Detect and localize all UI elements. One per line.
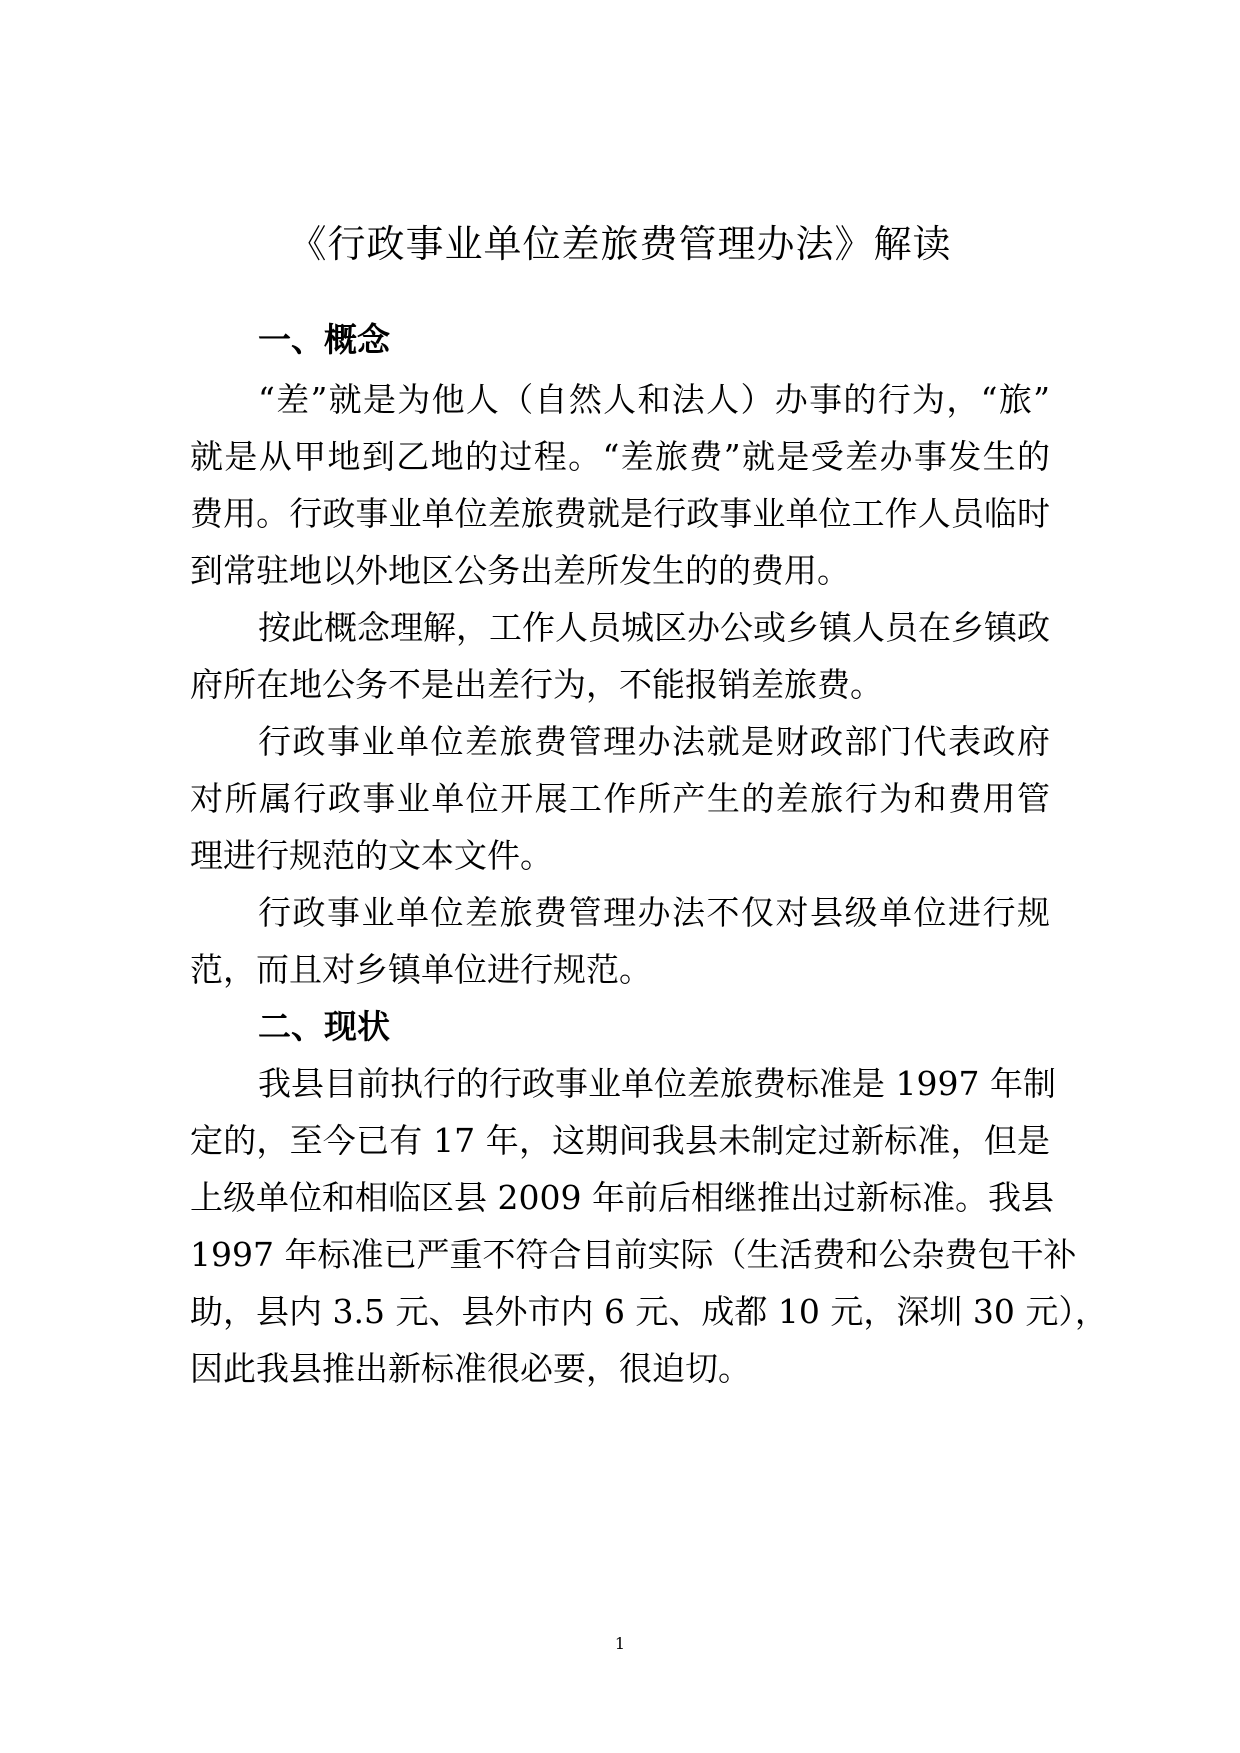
paragraph-line: 府所在地公务不是出差行为，不能报销差旅费。: [190, 665, 883, 704]
paragraph-line: 我县目前执行的行政事业单位差旅费标准是 1997 年制: [258, 1064, 1056, 1103]
paragraph-line: 就是从甲地到乙地的过程。“差旅费”就是受差办事发生的: [190, 437, 1050, 476]
paragraph-line: 对所属行政事业单位开展工作所产生的差旅行为和费用管: [190, 779, 1050, 818]
paragraph-line: “差”就是为他人（自然人和法人）办事的行为，“旅”: [258, 380, 1050, 419]
page-number: 1: [614, 1634, 626, 1653]
section-heading-concept: 一、概念: [258, 320, 390, 359]
paragraph-line: 行政事业单位差旅费管理办法不仅对县级单位进行规: [258, 893, 1050, 932]
paragraph-line: 上级单位和相临区县 2009 年前后相继推出过新标准。我县: [190, 1178, 1054, 1217]
paragraph-line: 定的，至今已有 17 年，这期间我县未制定过新标准，但是: [190, 1121, 1050, 1160]
section-heading-status: 二、现状: [258, 1007, 390, 1046]
paragraph-line: 行政事业单位差旅费管理办法就是财政部门代表政府: [258, 722, 1050, 761]
paragraph-line: 按此概念理解，工作人员城区办公或乡镇人员在乡镇政: [258, 608, 1050, 647]
paragraph-line: 理进行规范的文本文件。: [190, 836, 553, 875]
paragraph-line: 助，县内 3.5 元、县外市内 6 元、成都 10 元，深圳 30 元），: [190, 1292, 1108, 1331]
paragraph-line: 到常驻地以外地区公务出差所发生的的费用。: [190, 551, 850, 590]
paragraph-line: 因此我县推出新标准很必要，很迫切。: [190, 1349, 751, 1388]
paragraph-line: 1997 年标准已严重不符合目前实际（生活费和公杂费包干补: [190, 1235, 1077, 1274]
paragraph-line: 费用。行政事业单位差旅费就是行政事业单位工作人员临时: [190, 494, 1050, 533]
document-title: 《行政事业单位差旅费管理办法》解读: [288, 222, 952, 266]
paragraph-line: 范，而且对乡镇单位进行规范。: [190, 950, 652, 989]
